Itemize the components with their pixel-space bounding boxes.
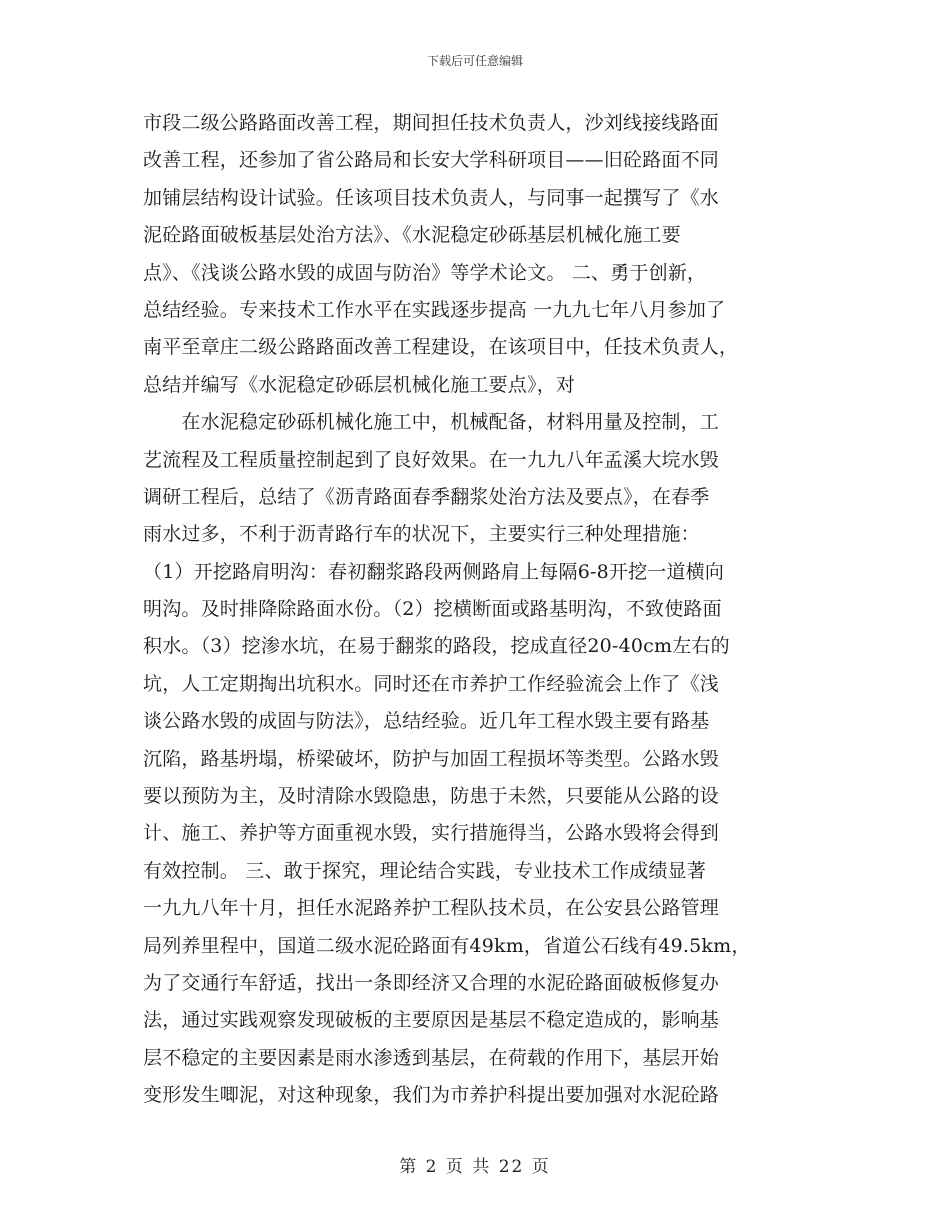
body-line: 泥砼路面破板基层处治方法》、《水泥稳定砂砾基层机械化施工要 xyxy=(143,224,681,247)
body-line: 法，通过实践观察发现破板的主要原因是基层不稳定造成的，影响基 xyxy=(143,1009,720,1032)
body-line: 计、施工、养护等方面重视水毁，实行措施得当，公路水毁将会得到 xyxy=(143,822,720,845)
body-line: 加铺层结构设计试验。任该项目技术负责人，与同事一起撰写了《水 xyxy=(143,186,720,209)
body-line: （1）开挖路肩明沟：春初翻浆路段两侧路肩上每隔6-8开挖一道横向 xyxy=(143,560,725,583)
body-line: 层不稳定的主要因素是雨水渗透到基层，在荷载的作用下，基层开始 xyxy=(143,1046,720,1069)
body-line: 改善工程，还参加了省公路局和长安大学科研项目——旧砼路面不同 xyxy=(143,149,720,172)
page-header-note: 下载后可任意编辑 xyxy=(426,54,523,68)
body-line: 积水。（3）挖渗水坑，在易于翻浆的路段，挖成直径20-40cm左右的 xyxy=(143,635,730,658)
body-line: 南平至章庄二级公路路面改善工程建设，在该项目中，任技术负责人， xyxy=(143,336,739,359)
body-line: 明沟。及时排降除路面水份。（2）挖横断面或路基明沟，不致使路面 xyxy=(143,598,722,621)
body-line: 坑，人工定期掏出坑积水。同时还在市养护工作经验流会上作了《浅 xyxy=(143,672,720,695)
body-line: 总结经验。专来技术工作水平在实践逐步提高 一九九七年八月参加了 xyxy=(143,298,726,321)
body-line: 局列养里程中，国道二级水泥砼路面有49km，省道公石线有49.5km， xyxy=(143,934,751,957)
body-line: 艺流程及工程质量控制起到了良好效果。在一九九八年孟溪大垸水毁 xyxy=(143,448,720,471)
body-line: 谈公路水毁的成固与防法》，总结经验。近几年工程水毁主要有路基 xyxy=(143,710,710,733)
body-line: 总结并编写《水泥稳定砂砾层机械化施工要点》，对 xyxy=(143,373,576,396)
document-body xyxy=(143,105,813,1115)
body-line: 沉陷，路基坍塌，桥梁破坏，防护与加固工程损坏等类型。公路水毁 xyxy=(143,747,720,770)
body-line: 调研工程后，总结了《沥青路面春季翻浆处治方法及要点》，在春季 xyxy=(143,485,710,508)
body-line: 有效控制。 三、敢于探究，理论结合实践，专业技术工作成绩显著 xyxy=(143,859,707,882)
body-line: 点》、《浅谈公路水毁的成固与防治》等学术论文。 二、勇于创新， xyxy=(143,261,707,284)
body-line: 一九九八年十月，担任水泥路养护工程队技术员，在公安县公路管理 xyxy=(143,897,720,920)
body-line: 要以预防为主，及时清除水毁隐患，防患于未然，只要能从公路的设 xyxy=(143,785,720,808)
body-line: 市段二级公路路面改善工程，期间担任技术负责人，沙刘线接线路面 xyxy=(143,112,720,134)
body-line: 变形发生唧泥，对这种现象，我们为市养护科提出要加强对水泥砼路 xyxy=(143,1084,720,1107)
page-number: 第 2 页 共 22 页 xyxy=(399,1157,551,1177)
body-line: 为了交通行车舒适，找出一条即经济又合理的水泥砼路面破板修复办 xyxy=(143,971,720,994)
body-line: 在水泥稳定砂砾机械化施工中，机械配备，材料用量及控制，工 xyxy=(143,411,720,434)
body-line: 雨水过多，不利于沥青路行车的状况下，主要实行三种处理措施： xyxy=(143,523,700,546)
